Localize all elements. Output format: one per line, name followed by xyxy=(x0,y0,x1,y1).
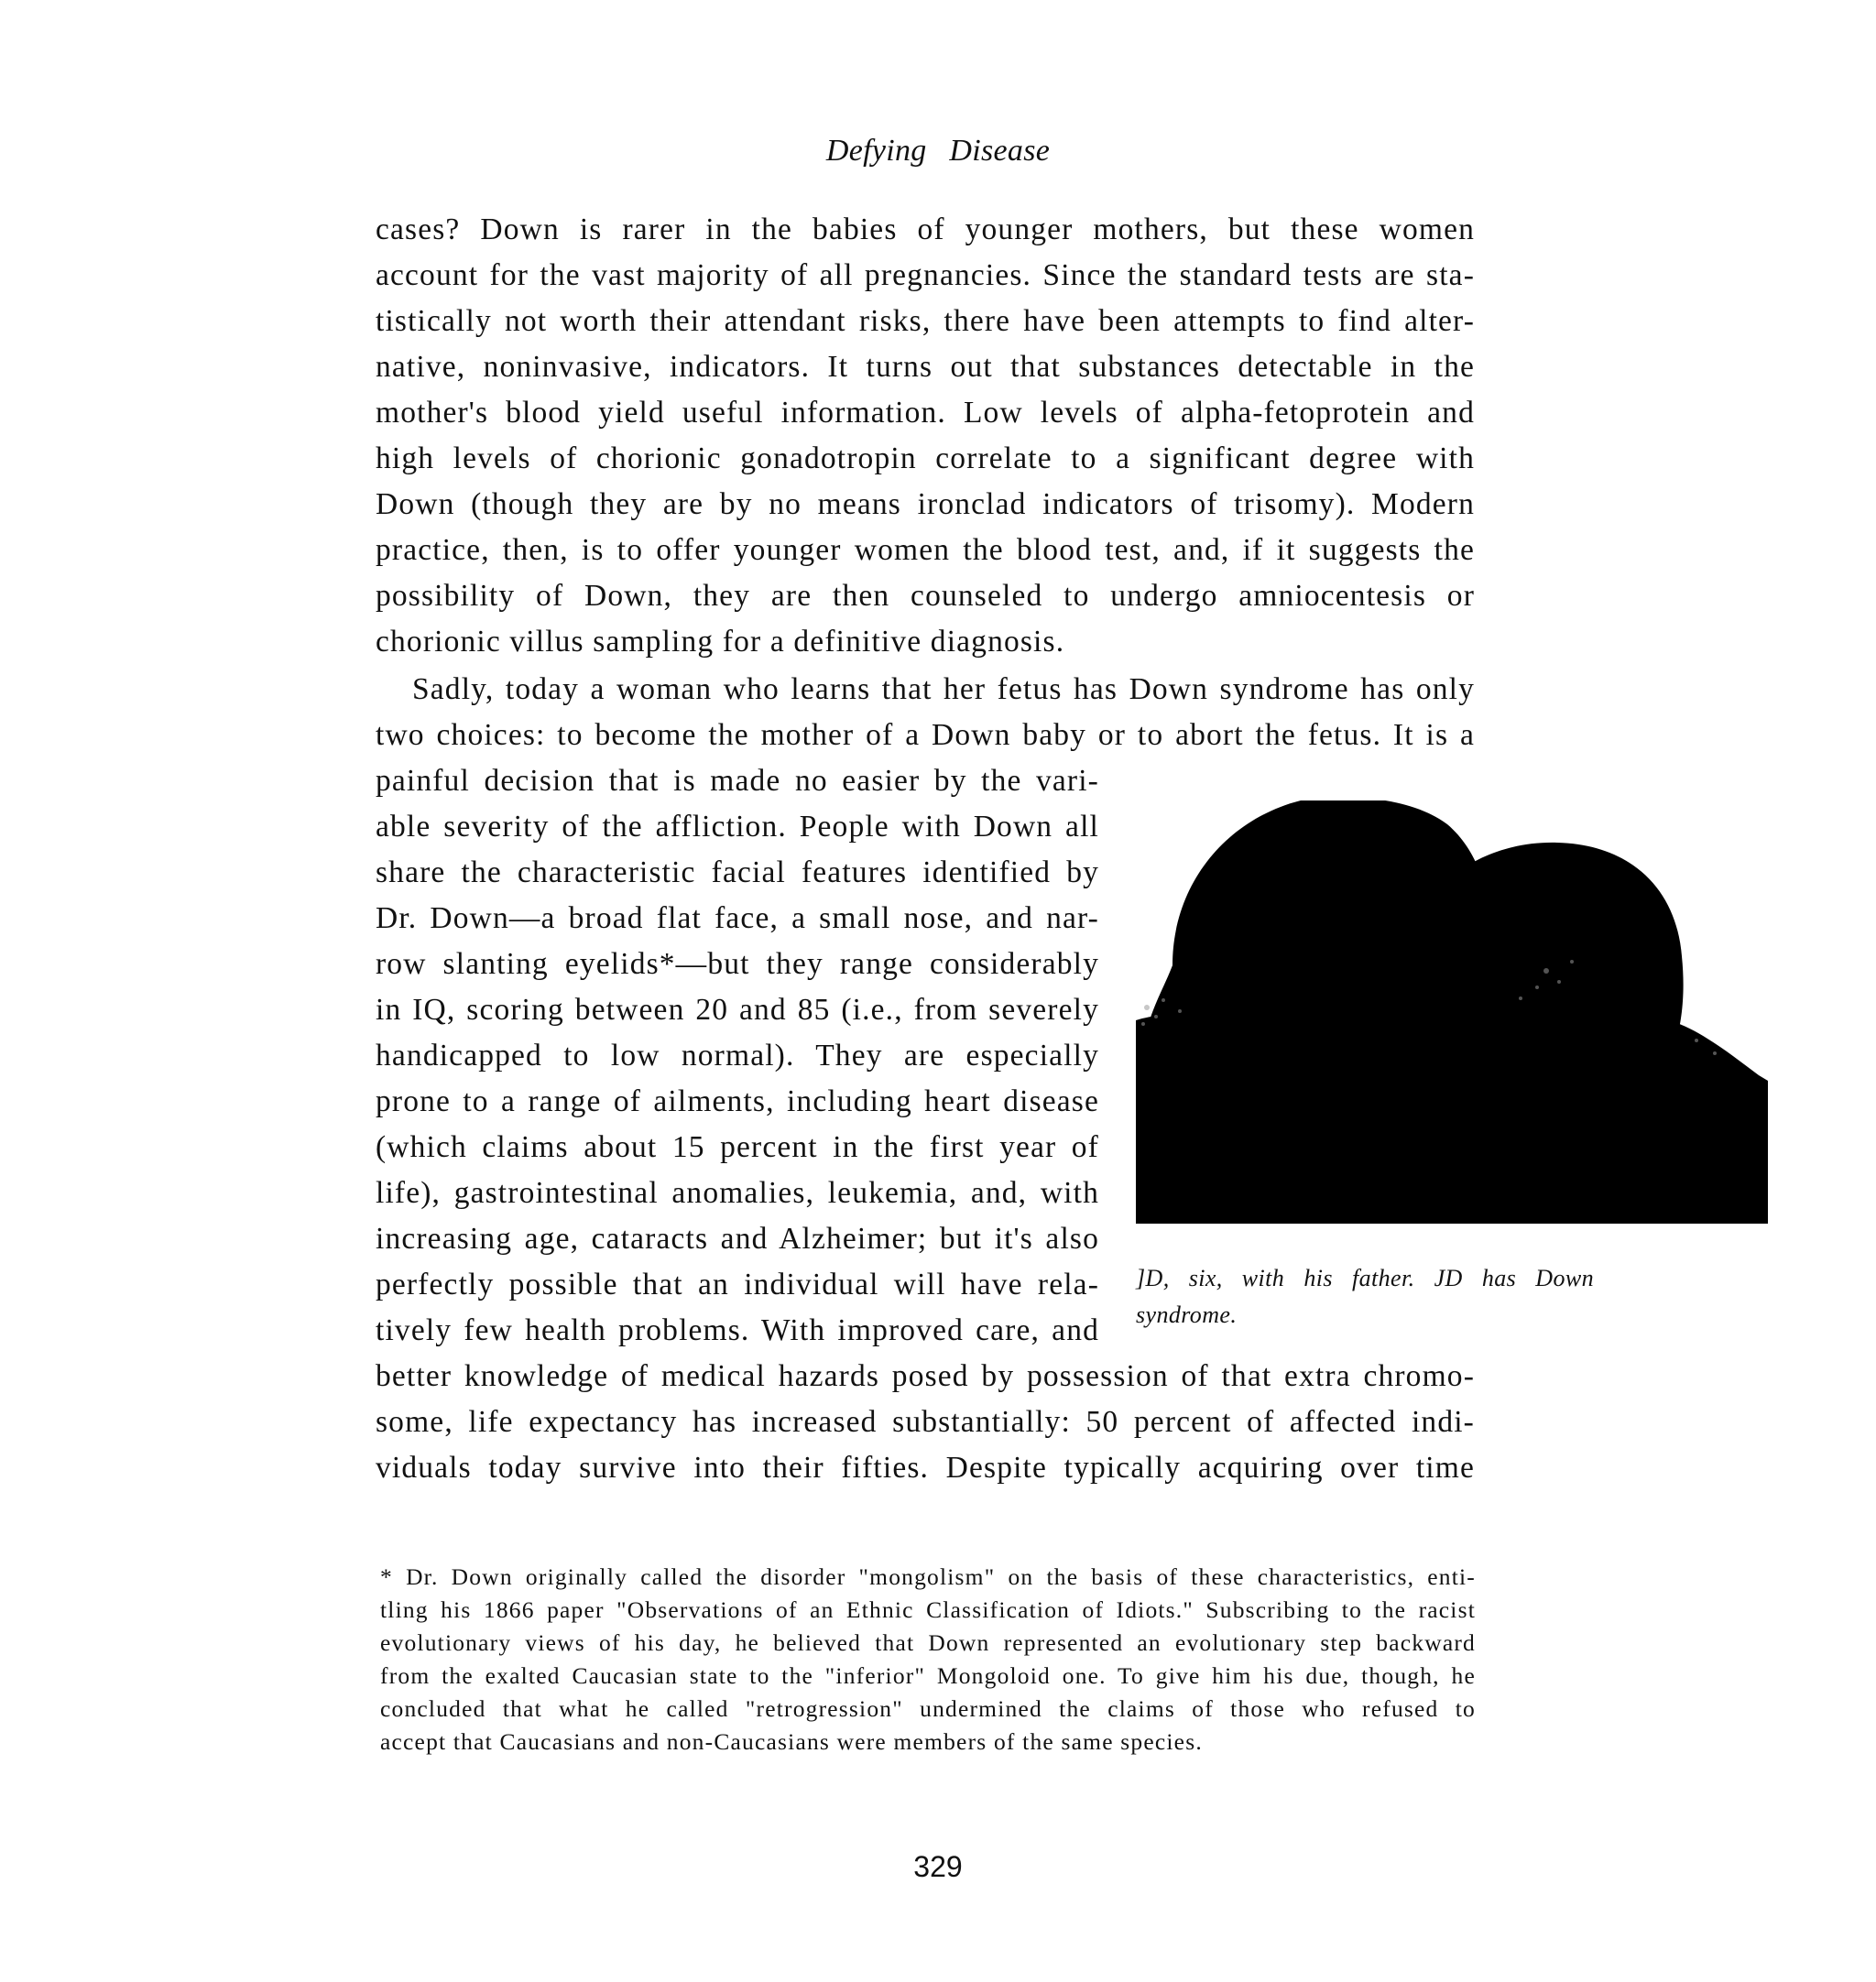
page-number: 329 xyxy=(913,1850,963,1883)
text-line: Dr. Down—a broad flat face, a small nose, and nar- xyxy=(376,901,1099,935)
text-line: chorionic villus sampling for a definitive diagnosis. xyxy=(376,625,1065,659)
body-paragraph-1 xyxy=(376,207,1475,665)
text-line: perfectly possible that an individual will have rela- xyxy=(376,1268,1099,1301)
text-line: share the characteristic facial features identified by xyxy=(376,855,1099,889)
text-line: cases? Down is rarer in the babies of younger mothers, but these women xyxy=(376,212,1475,246)
footnote-line: from the exalted Caucasian state to the "inferior" Mongoloid one. To give him his due, though, he xyxy=(380,1662,1476,1689)
text-line: increasing age, cataracts and Alzheimer; but it's also xyxy=(376,1222,1099,1256)
text-line: Sadly, today a woman who learns that her fetus has Down syndrome has only xyxy=(412,672,1475,706)
text-line: some, life expectancy has increased substantially: 50 percent of affected indi- xyxy=(376,1405,1475,1439)
caption-line: ]D, six, with his father. JD has Down xyxy=(1136,1265,1594,1291)
text-line: in IQ, scoring between 20 and 85 (i.e., from severely xyxy=(376,993,1099,1027)
text-line: life), gastrointestinal anomalies, leukemia, and, with xyxy=(376,1176,1099,1210)
footnote xyxy=(380,1561,1476,1759)
text-line: account for the vast majority of all pregnancies. Since the standard tests are sta- xyxy=(376,258,1475,292)
text-line: practice, then, is to offer younger women the blood test, and, if it suggests the xyxy=(376,533,1475,567)
text-line: Down (though they are by no means ironclad indicators of trisomy). Modern xyxy=(376,487,1475,521)
text-line: tively few health problems. With improved care, and xyxy=(376,1313,1099,1347)
footnote-line: concluded that what he called "retrogression" undermined the claims of those who refused to xyxy=(380,1695,1476,1722)
photo-jd-with-father xyxy=(1136,800,1768,1224)
body-paragraph-2-wrap xyxy=(376,758,1099,1354)
text-line: mother's blood yield useful information. Low levels of alpha-fetoprotein and xyxy=(376,396,1475,430)
caption-line: syndrome. xyxy=(1136,1301,1238,1328)
text-line: handicapped to low normal). They are especially xyxy=(376,1039,1099,1073)
text-line: painful decision that is made no easier by the vari- xyxy=(376,764,1099,798)
text-line: possibility of Down, they are then counseled to undergo amniocentesis or xyxy=(376,579,1475,613)
text-line: better knowledge of medical hazards posed by possession of that extra chromo- xyxy=(376,1359,1475,1393)
text-line: able severity of the affliction. People with Down all xyxy=(376,810,1099,844)
footnote-line: * Dr. Down originally called the disorder "mongolism" on the basis of these characteristics, enti- xyxy=(380,1563,1476,1590)
silhouette-photo-image xyxy=(1136,800,1768,1224)
text-line: high levels of chorionic gonadotropin correlate to a significant degree with xyxy=(376,441,1475,475)
text-line: tistically not worth their attendant risks, there have been attempts to find alter- xyxy=(376,304,1475,338)
body-paragraph-2-end xyxy=(376,1354,1475,1491)
text-line: (which claims about 15 percent in the first year of xyxy=(376,1130,1099,1164)
footnote-line: tling his 1866 paper "Observations of an Ethnic Classification of Idiots." Subscribing to the racist xyxy=(380,1596,1476,1623)
text-line: native, noninvasive, indicators. It turns out that substances detectable in the xyxy=(376,350,1475,384)
text-line: prone to a range of ailments, including heart disease xyxy=(376,1084,1099,1118)
text-line: row slanting eyelids*—but they range considerably xyxy=(376,947,1099,981)
footnote-line: evolutionary views of his day, he believed that Down represented an evolutionary step backward xyxy=(380,1629,1476,1656)
running-head: Defying Disease xyxy=(825,134,1051,168)
body-paragraph-2-start xyxy=(376,667,1475,758)
footnote-line: accept that Caucasians and non-Caucasians were members of the same species. xyxy=(380,1728,1203,1755)
text-line: two choices: to become the mother of a Down baby or to abort the fetus. It is a xyxy=(376,718,1475,752)
photo-caption xyxy=(1136,1260,1594,1334)
text-line: viduals today survive into their fifties. Despite typically acquiring over time xyxy=(376,1451,1475,1485)
